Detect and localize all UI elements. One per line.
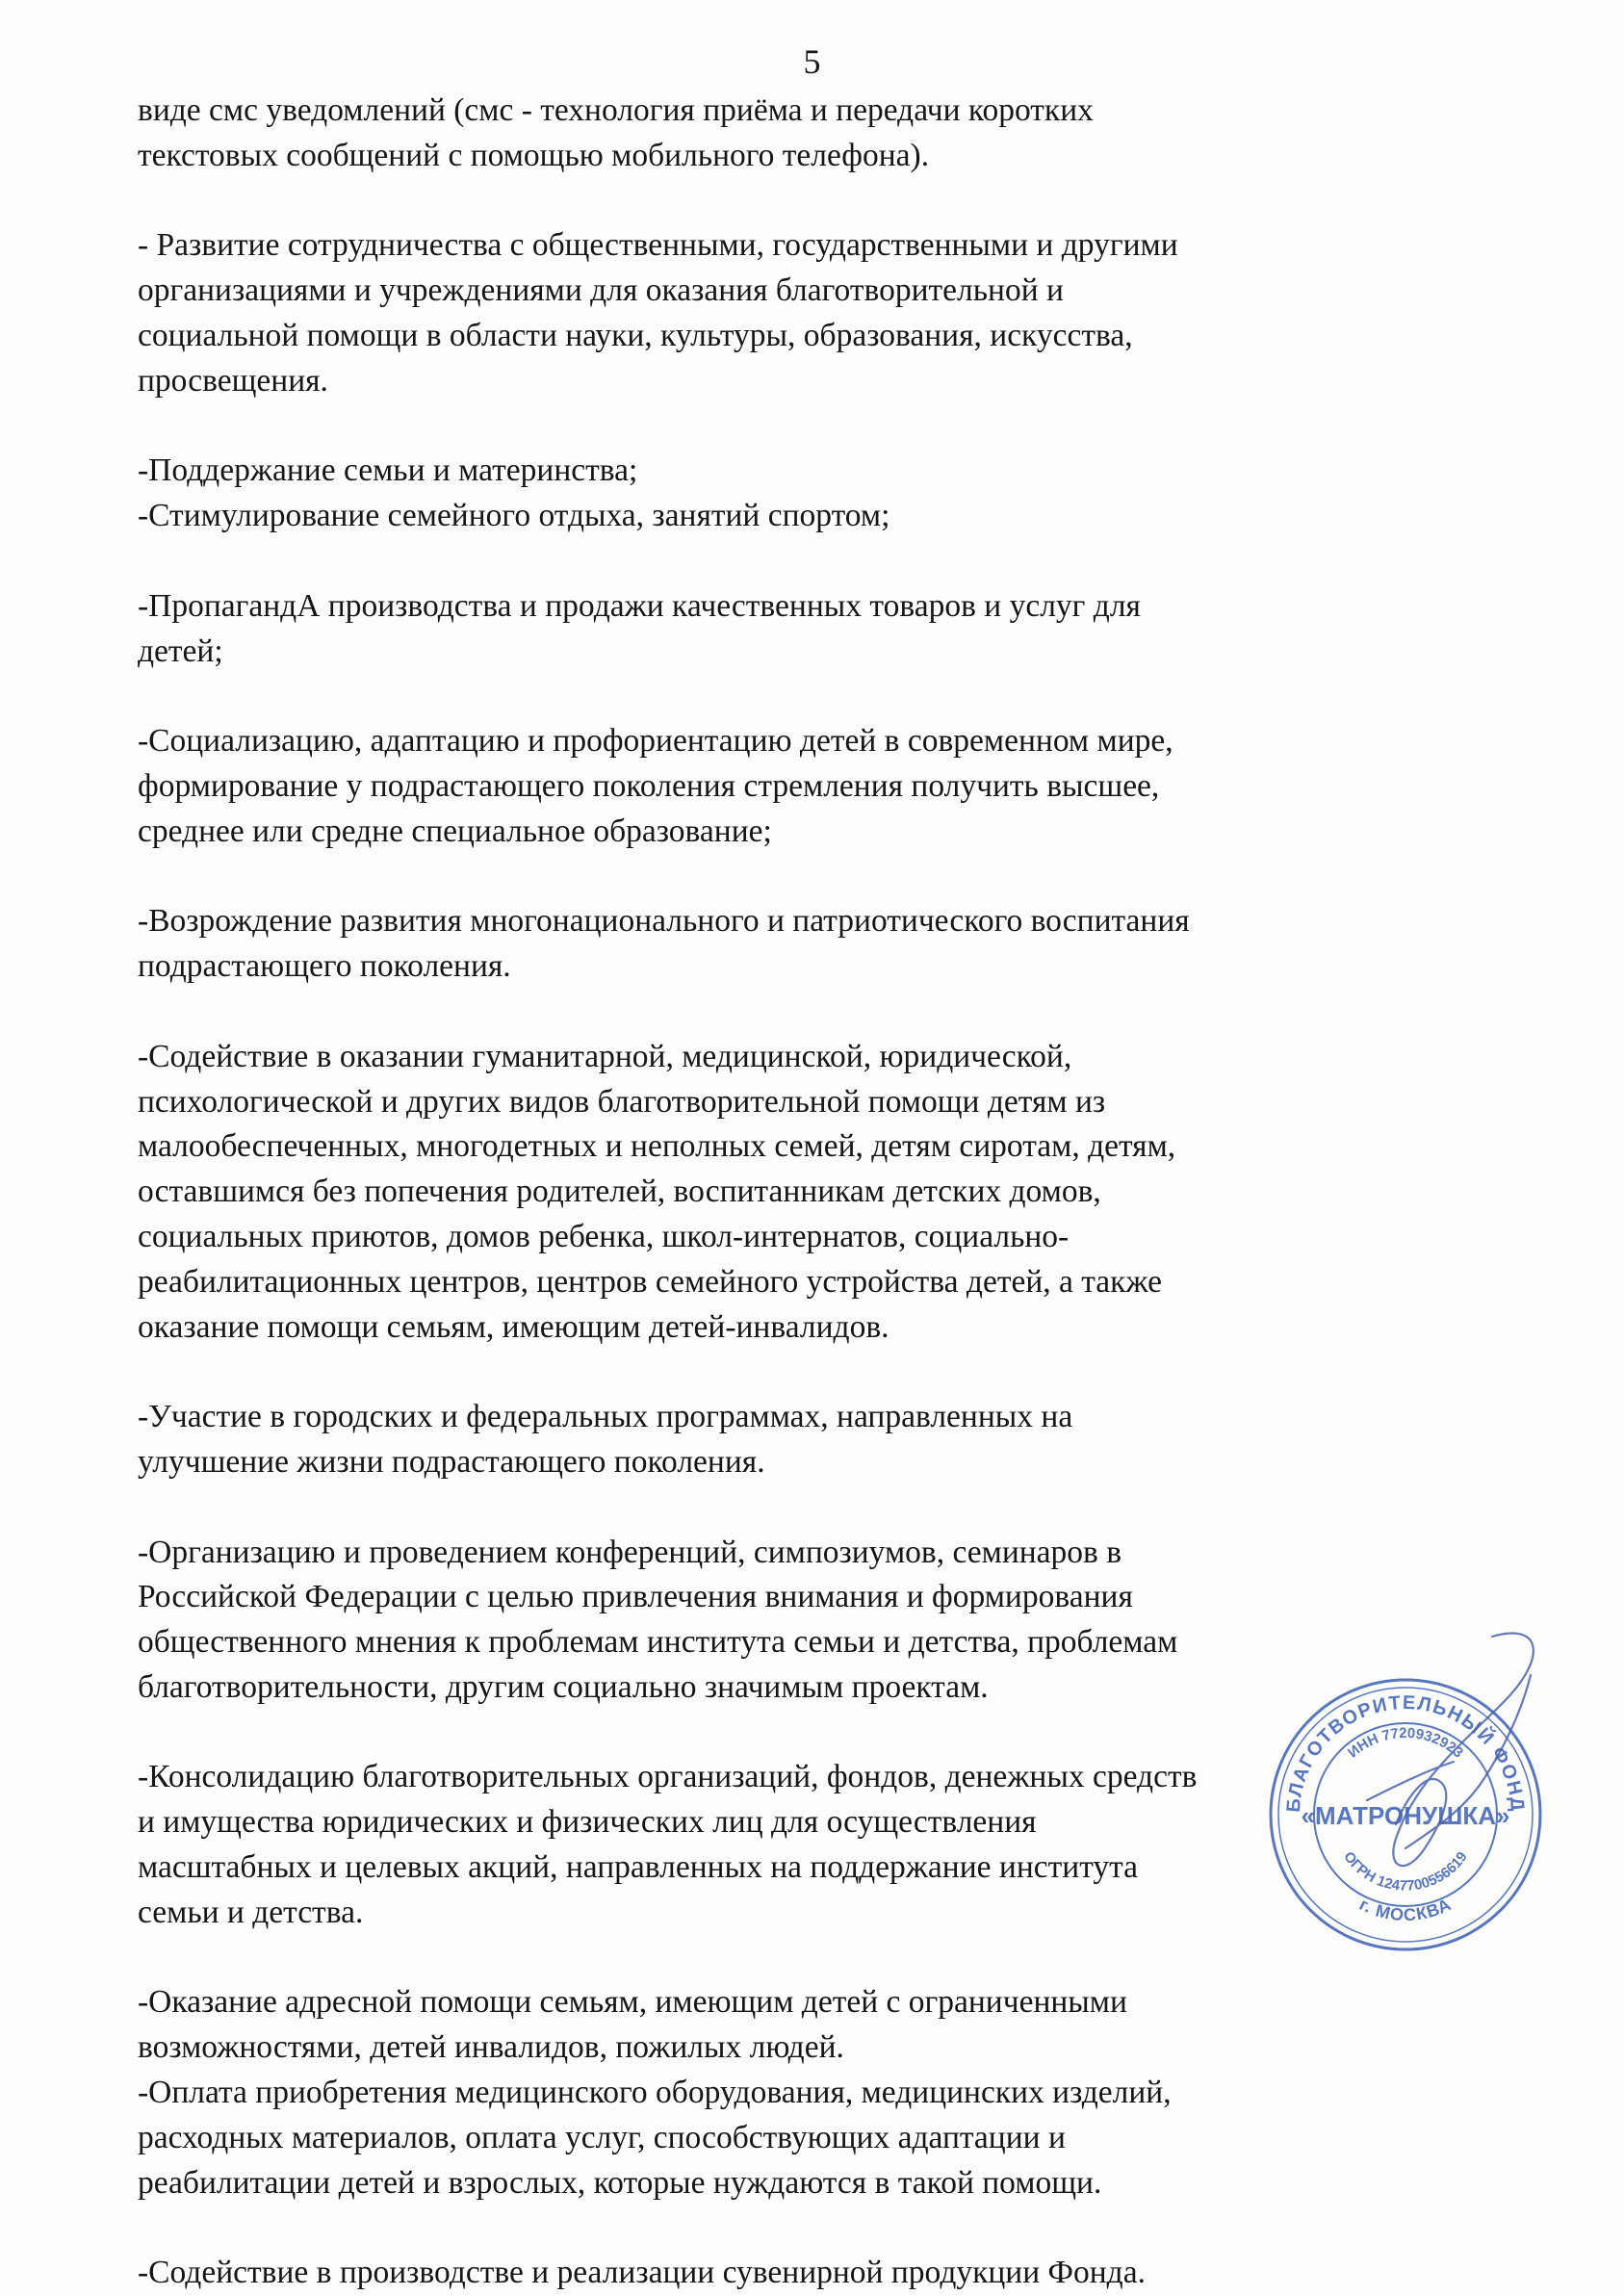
seal-city-text: г. МОСКВА	[1355, 1894, 1456, 1925]
paragraph-programs: -Участие в городских и федеральных программах, направленных на улучшение жизни подрастающего поколения.	[138, 1399, 1073, 1480]
seal-ogrn-text: ОГРН 1247700556619	[1340, 1848, 1471, 1895]
paragraph-propaganda: -ПропагандА производства и продажи качественных товаров и услуг для детей;	[138, 587, 1141, 669]
paragraph-assistance: -Содействие в оказании гуманитарной, медицинской, юридической, психологической и других видов благотворительной помощи детям из малообеспеченных, многодетных и неполных семей, детям сиротам, детям, оставшимся без попечения родителей, воспитанникам детских домов, социальных приютов, домов ребенка, школ-интернатов, социально- реабилитационных центров, центров семейного устройства детей, а также оказание помощи семьям, имеющим детей-инвалидов.	[138, 1038, 1176, 1345]
page-number: 5	[803, 42, 821, 81]
paragraph-socialization: -Социализацию, адаптацию и профориентацию детей в современном мире, формирование у подрастающего поколения стремления получить высшее, среднее или средне специальное образование;	[138, 723, 1173, 849]
paragraph-conferences: -Организацию и проведением конференций, симпозиумов, семинаров в Российской Федерации с целью привлечения внимания и формирования общественного мнения к проблемам института семьи и детства, проблемам благотворительности, другим социально значимым проектам.	[138, 1534, 1178, 1705]
paragraph-targeted-help: -Оказание адресной помощи семьям, имеющим детей с ограниченными возможностями, детей инвалидов, пожилых людей. -Оплата приобретения медицинского оборудования, медицинских изделий, расходных материалов, оплата услуг, способствующих адаптации и реабилитации детей и взрослых, которые нуждаются в такой помощи.	[138, 1984, 1172, 2201]
seal-inn-text: ИНН 7720932923	[1345, 1724, 1467, 1762]
paragraph-patriotic: -Возрождение развития многонационального и патриотического воспитания подрастающего поколения.	[138, 903, 1190, 985]
handwritten-signature	[1213, 1617, 1579, 1964]
paragraph-sms: виде смс уведомлений (смс - технология приёма и передачи коротких текстовых сообщений с помощью мобильного телефона).	[138, 92, 1094, 173]
document-body	[138, 89, 1379, 2296]
paragraph-family-support: -Поддержание семьи и материнства; -Стимулирование семейного отдыха, занятий спортом;	[138, 452, 890, 534]
paragraph-souvenirs: -Содействие в производстве и реализации сувенирной продукции Фонда.	[138, 2255, 1146, 2291]
paragraph-cooperation: - Развитие сотрудничества с общественными, государственными и другими организациями и учреждениями для оказания благотворительной и социальной помощи в области науки, культуры, образования, искусства, просвещения.	[138, 227, 1178, 399]
seal-center-text: «МАТРОНУШКА»	[1301, 1801, 1510, 1830]
seal-outer-text: БЛАГОТВОРИТЕЛЬНЫЙ ФОНД	[1282, 1691, 1529, 1814]
paragraph-consolidation: -Консолидацию благотворительных организаций, фондов, денежных средств и имущества юридических и физических лиц для осуществления масштабных и целевых акций, направленных на поддержание института семьи и детства.	[138, 1759, 1198, 1930]
